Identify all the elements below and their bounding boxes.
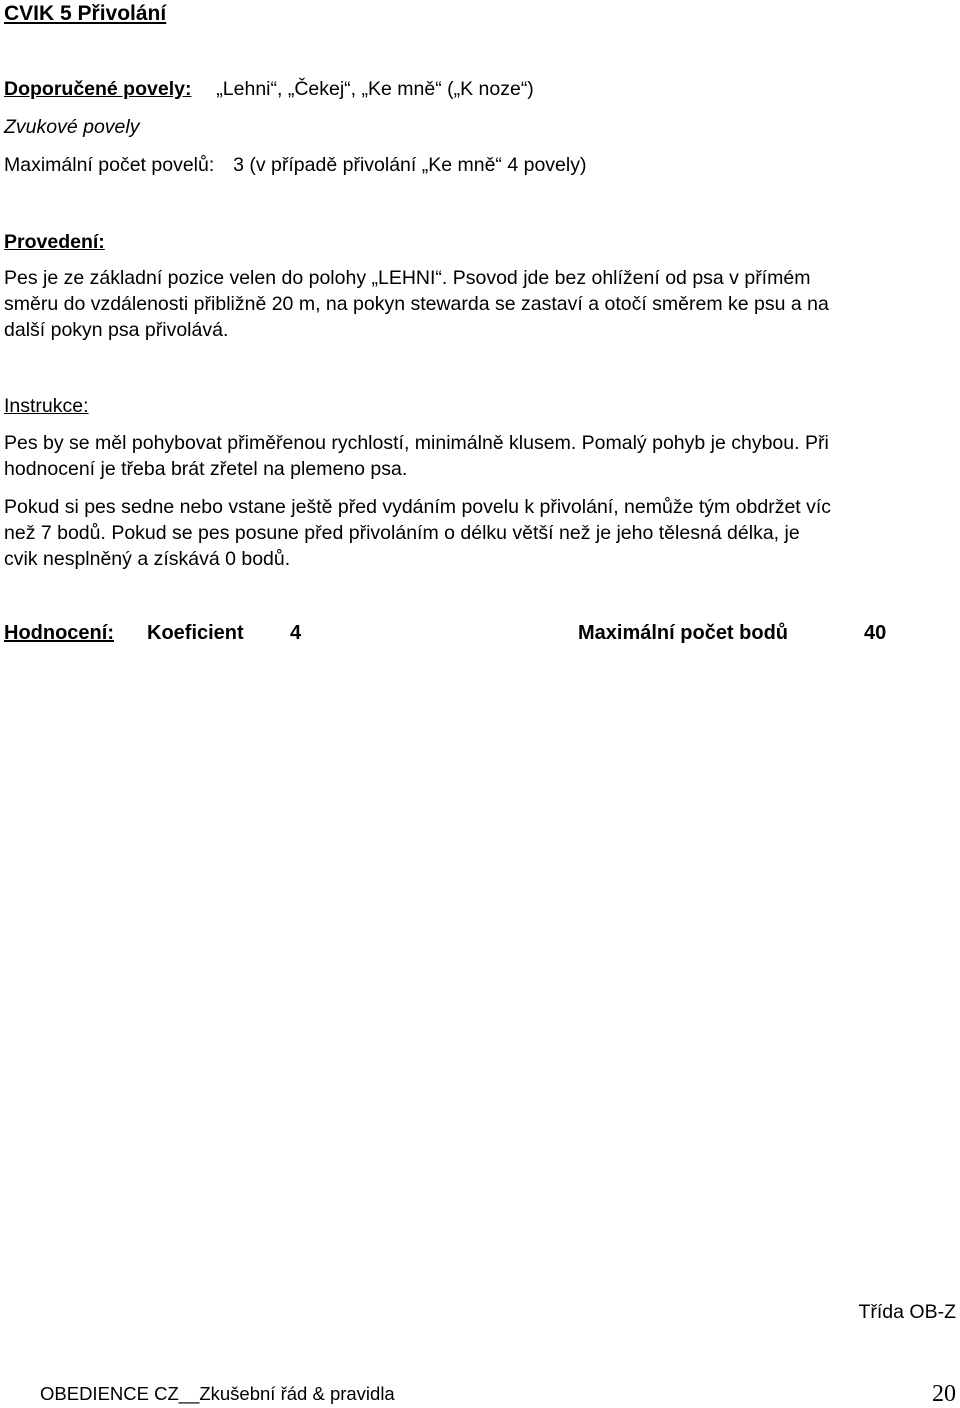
execution-line: Pes je ze základní pozice velen do polohy „LEHNI“. Psovod jde bez ohlížení od psa v přímém (4, 267, 811, 289)
instructions-line: Pes by se měl pohybovat přiměřenou rychlostí, minimálně klusem. Pomalý pohyb je chybou. Při (4, 432, 829, 454)
footer-class-label: Třída OB-Z (858, 1301, 956, 1323)
recommended-commands-row (4, 77, 534, 101)
max-points-label: Maximální počet bodů (578, 622, 789, 644)
max-commands-label: Maximální počet povelů: (4, 154, 215, 176)
instructions-line: cvik nesplněný a získává 0 bodů. (4, 548, 291, 570)
sound-commands-label: Zvukové povely (4, 116, 140, 138)
execution-line: směru do vzdálenosti přibližně 20 m, na pokyn stewarda se zastaví a otočí směrem ke psu a na (4, 293, 829, 315)
evaluation-label: Hodnocení: (4, 622, 114, 644)
max-commands-row (4, 153, 586, 177)
execution-heading: Provedení: (4, 231, 105, 253)
exercise-title: CVIK 5 Přivolání (4, 2, 167, 25)
max-commands-value: 3 (v případě přivolání „Ke mně“ 4 povely) (233, 154, 587, 176)
coefficient-label: Koeficient (147, 622, 244, 644)
instructions-line: Pokud si pes sedne nebo vstane ještě před vydáním povelu k přivolání, nemůže tým obdržet víc (4, 496, 832, 518)
recommended-commands-label: Doporučené povely: (4, 78, 192, 100)
max-points-value: 40 (864, 622, 887, 644)
instructions-line: hodnocení je třeba brát zřetel na plemeno psa. (4, 458, 408, 480)
execution-line: další pokyn psa přivolává. (4, 319, 229, 341)
recommended-commands-value: „Lehni“, „Čekej“, „Ke mně“ („K noze“) (216, 78, 534, 100)
instructions-heading: Instrukce: (4, 395, 89, 417)
coefficient-value: 4 (290, 622, 302, 644)
footer-document-name: OBEDIENCE CZ__Zkušební řád & pravidla (40, 1383, 395, 1404)
page-number: 20 (932, 1381, 956, 1407)
instructions-line: než 7 bodů. Pokud se pes posune před přivoláním o délku větší než je jeho tělesná délka, je (4, 522, 800, 544)
